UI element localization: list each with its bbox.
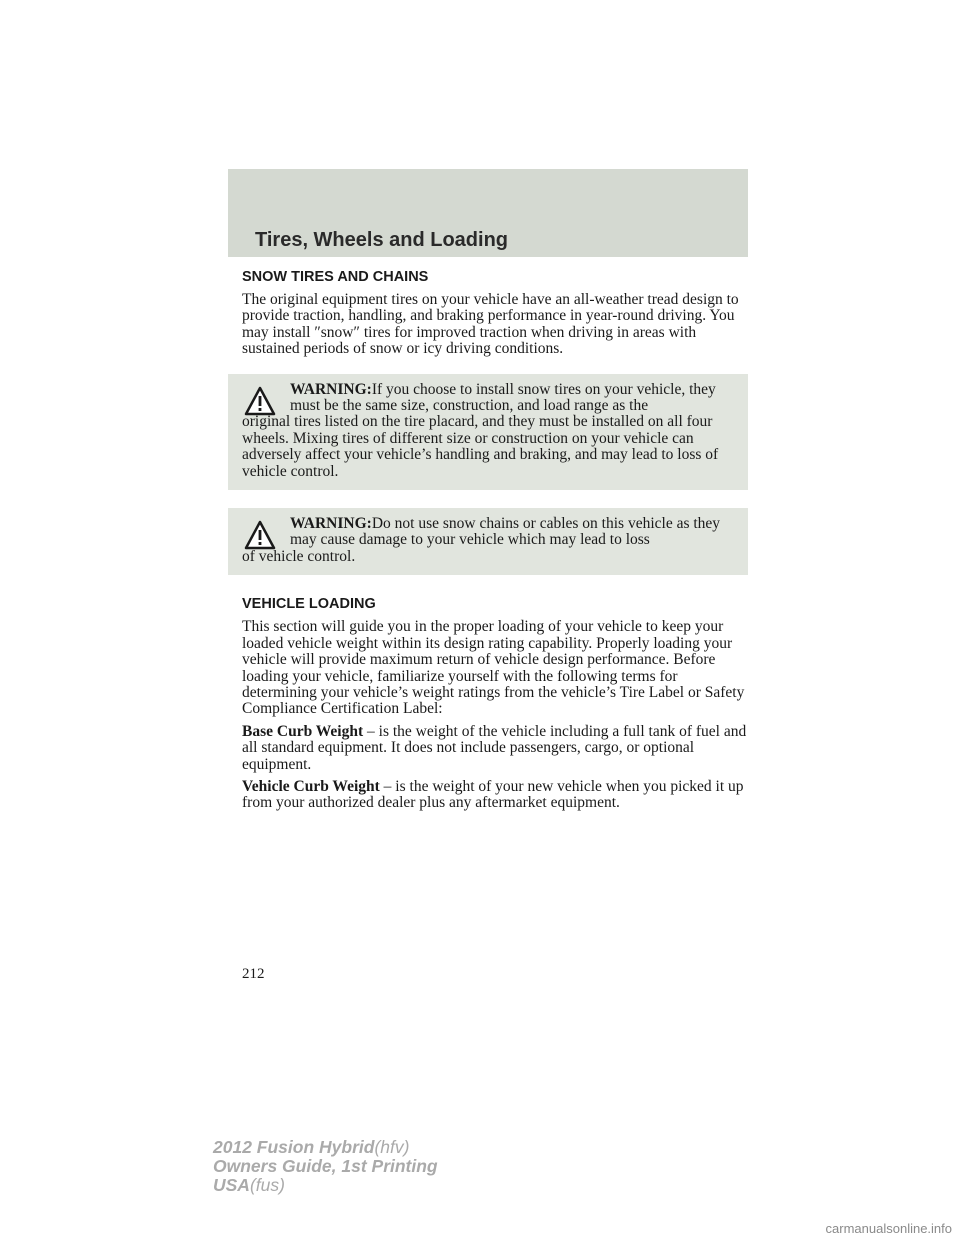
warning-text	[242, 516, 734, 565]
term-text: – is the weight of your new vehicle when you picked it up from your authorized dealer plus any aftermarket equipment.	[242, 777, 744, 812]
watermark-text: carmanualsonline.info	[825, 1221, 952, 1236]
warning-box-snow-tires	[228, 374, 748, 490]
footer-edition: Owners Guide, 1st Printing	[213, 1156, 438, 1176]
document-footer	[213, 1138, 438, 1195]
footer-market: USA	[213, 1175, 250, 1195]
footer-model-code: (hfv)	[374, 1137, 410, 1157]
vehicle-loading-intro: This section will guide you in the proper loading of your vehicle to keep your loaded vehicle weight within its design rating capability. Properly loading your vehicle will provide maximum return of vehicle design performance. Before loading your vehicle, familiarize yourself with the following terms for determining your vehicle’s weight ratings from the vehicle’s Tire Label or Safety Compliance Certification Label:	[242, 618, 745, 718]
vehicle-loading-heading: VEHICLE LOADING	[242, 596, 376, 613]
snow-tires-heading: SNOW TIRES AND CHAINS	[242, 269, 429, 285]
warning-text	[242, 382, 734, 480]
term-label: Vehicle Curb Weight	[242, 777, 380, 795]
page-content	[242, 268, 748, 818]
footer-model: 2012 Fusion Hybrid	[213, 1137, 375, 1157]
term-definition	[242, 724, 748, 773]
warning-label: WARNING:	[290, 515, 372, 533]
section-title: Tires, Wheels and Loading	[255, 229, 509, 251]
warning-first-line: If you choose to install snow tires on your vehicle, they must be the same size, construction, and load range as the	[290, 380, 716, 415]
page-number: 212	[242, 966, 265, 982]
snow-tires-paragraph: The original equipment tires on your vehicle have an all-weather tread design to provide traction, handling, and braking performance in year-round driving. You may install ″snow″ tires for improved traction when driving in areas with sustained periods of snow or icy driving conditions.	[242, 291, 739, 358]
warning-first-line: Do not use snow chains or cables on this vehicle as they may cause damage to your vehicle which may lead to loss	[290, 515, 721, 549]
warning-label: WARNING:	[290, 380, 372, 398]
term-label: Base Curb Weight	[242, 722, 364, 740]
term-text: – is the weight of the vehicle including a full tank of fuel and all standard equipment. It does not include passengers, cargo, or optional equipment.	[242, 722, 747, 773]
warning-triangle-icon	[244, 386, 276, 416]
warning-body: of vehicle control.	[242, 547, 356, 565]
term-definition	[242, 779, 748, 812]
footer-market-code: (fus)	[249, 1175, 285, 1195]
warning-body: original tires listed on the tire placard, and they must be installed on all four wheels. Mixing tires of different size or construction on your vehicle can adversely affect your vehicle’s handling and braking, and may lead to loss of vehicle control.	[242, 413, 719, 480]
warning-triangle-icon	[244, 520, 276, 550]
warning-box-snow-chains	[228, 508, 748, 575]
